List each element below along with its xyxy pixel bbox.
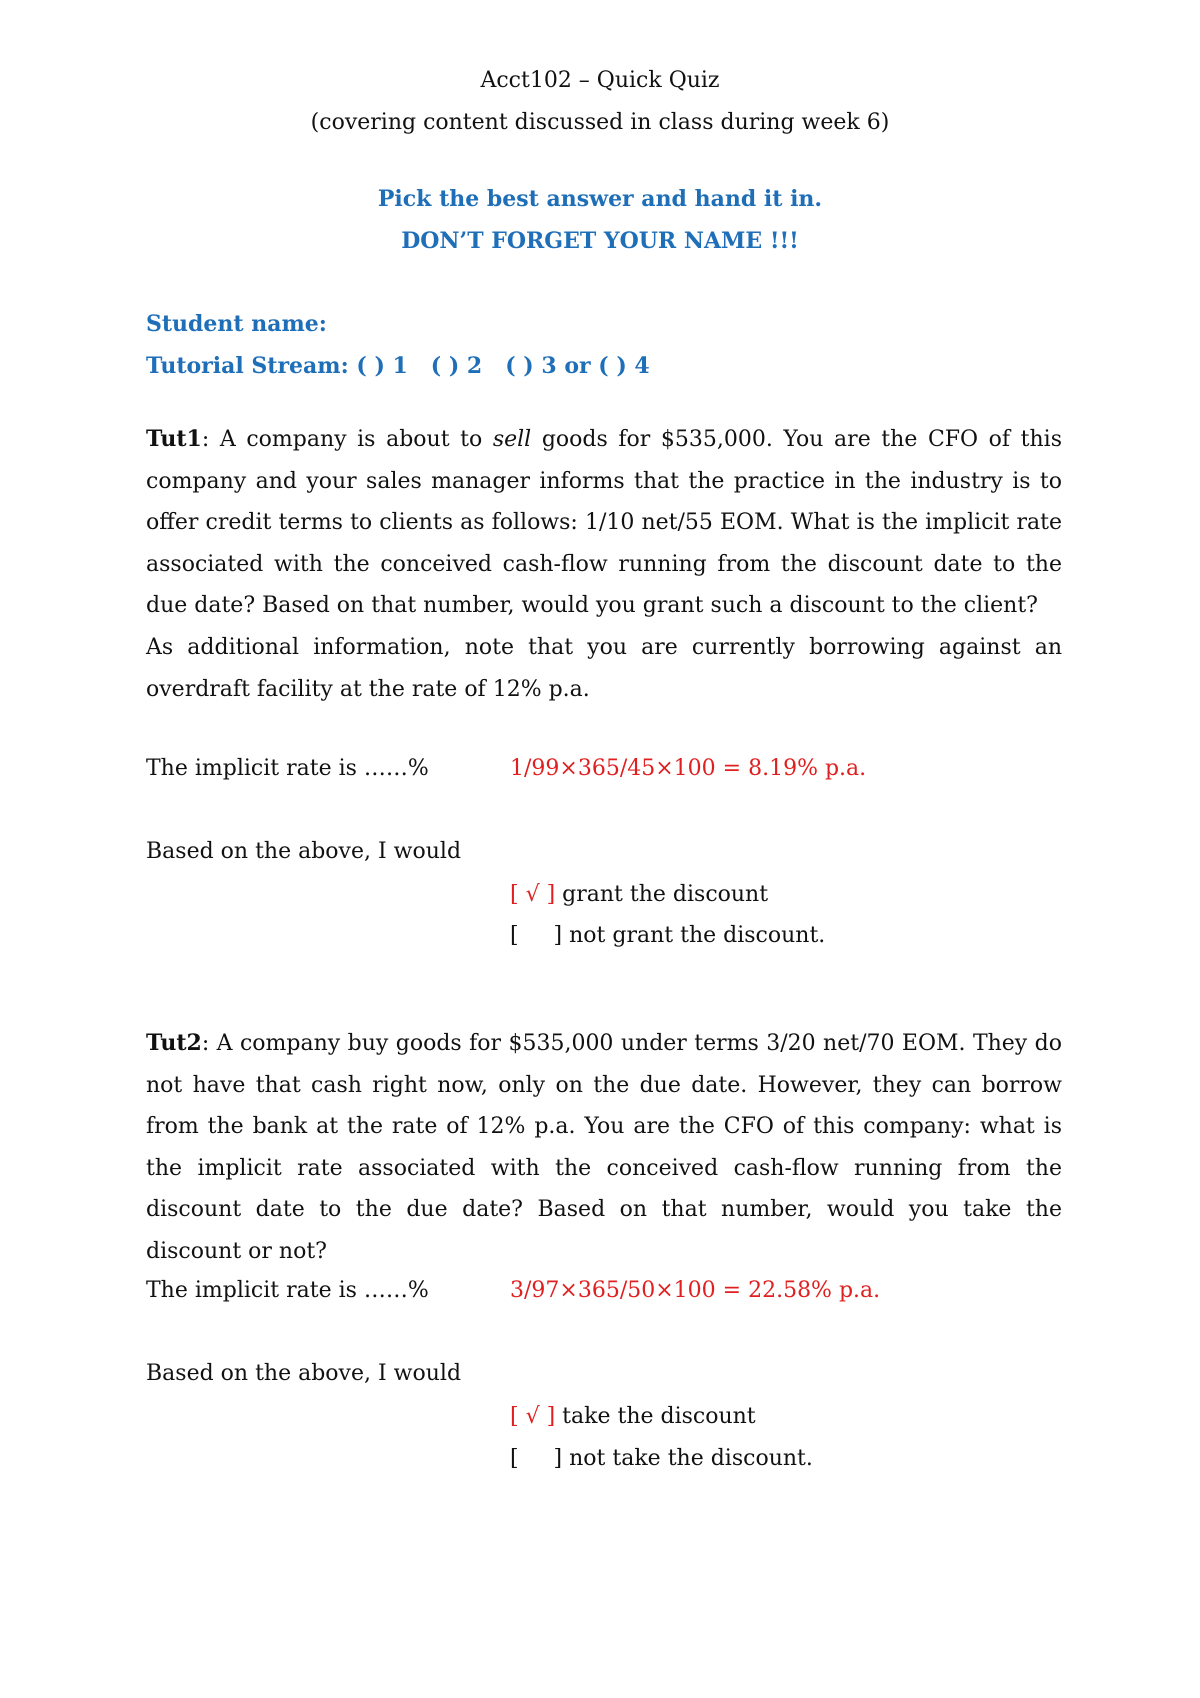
tut2-rate-prompt: The implicit rate is ……% — [146, 1278, 429, 1303]
tut1-option-not-grant[interactable] — [510, 923, 825, 948]
tut2-rate-answer: 3/97×365/50×100 = 22.58% p.a. — [510, 1278, 881, 1303]
tut1-question-part2: goods for $535,000. You are the CFO of this company and your sales manager informs that the practice in the industry is to offer credit terms to clients as follows: 1/10 net/55 EOM. What is the implicit rate associated with the conceived cash-flow running from the discount date to the due date? Based on that number, would you grant such a discount to the client? — [146, 427, 1062, 618]
tut1-additional-info: As additional information, note that you are currently borrowing against an overdraft facility at the rate of 12% p.a. — [146, 635, 1062, 702]
quiz-title: Acct102 – Quick Quiz — [480, 68, 720, 93]
tut1-label: Tut1 — [146, 426, 202, 452]
tut2-label: Tut2 — [146, 1030, 202, 1056]
tut2-option-not-take-checkbox[interactable]: [ ] — [510, 1446, 563, 1471]
tutorial-stream-options: ( ) 1 ( ) 2 ( ) 3 or ( ) 4 — [356, 353, 650, 379]
tut1-would-prompt: Based on the above, I would — [146, 839, 462, 864]
instruction-name: DON’T FORGET YOUR NAME !!! — [401, 228, 799, 254]
tut1-option-not-grant-checkbox[interactable]: [ ] — [510, 923, 563, 948]
tut2-option-take-checkbox[interactable]: [ √ ] — [510, 1404, 556, 1429]
tut1-question-part1: : A company is about to — [201, 427, 493, 452]
tutorial-stream — [146, 353, 650, 379]
student-name-label: Student name: — [146, 311, 327, 337]
tut1-option-not-grant-label: not grant the discount. — [569, 923, 826, 948]
tut1-rate-prompt: The implicit rate is ……% — [146, 756, 429, 781]
quiz-subtitle: (covering content discussed in class during week 6) — [310, 110, 890, 135]
tut2-option-not-take[interactable] — [510, 1446, 813, 1471]
tut2-option-not-take-label: not take the discount. — [569, 1446, 813, 1471]
tut1-option-grant-label: grant the discount — [562, 882, 769, 907]
tut2-would-prompt: Based on the above, I would — [146, 1361, 462, 1386]
tut1-question-emphasis: sell — [492, 427, 532, 452]
tut2-option-take-label: take the discount — [562, 1404, 756, 1429]
tut1-question — [146, 419, 1062, 627]
instruction-pick: Pick the best answer and hand it in. — [377, 186, 823, 212]
tut1-rate-answer: 1/99×365/45×100 = 8.19% p.a. — [510, 756, 867, 781]
tut1-option-grant-checkbox[interactable]: [ √ ] — [510, 882, 556, 907]
tut2-option-take[interactable] — [510, 1404, 756, 1429]
tut2-question-text: : A company buy goods for $535,000 under terms 3/20 net/70 EOM. They do not have that cash right now, only on the due date. However, they can borrow from the bank at the rate of 12% p.a. You are the CFO of this company: what is the implicit rate associated with the conceived cash-flow running from the discount date to the due date? Based on that number, would you take the discount or not? — [146, 1031, 1062, 1264]
tut1-option-grant[interactable] — [510, 882, 768, 907]
tut2-question — [146, 1023, 1062, 1272]
tutorial-stream-label: Tutorial Stream: — [146, 353, 349, 379]
